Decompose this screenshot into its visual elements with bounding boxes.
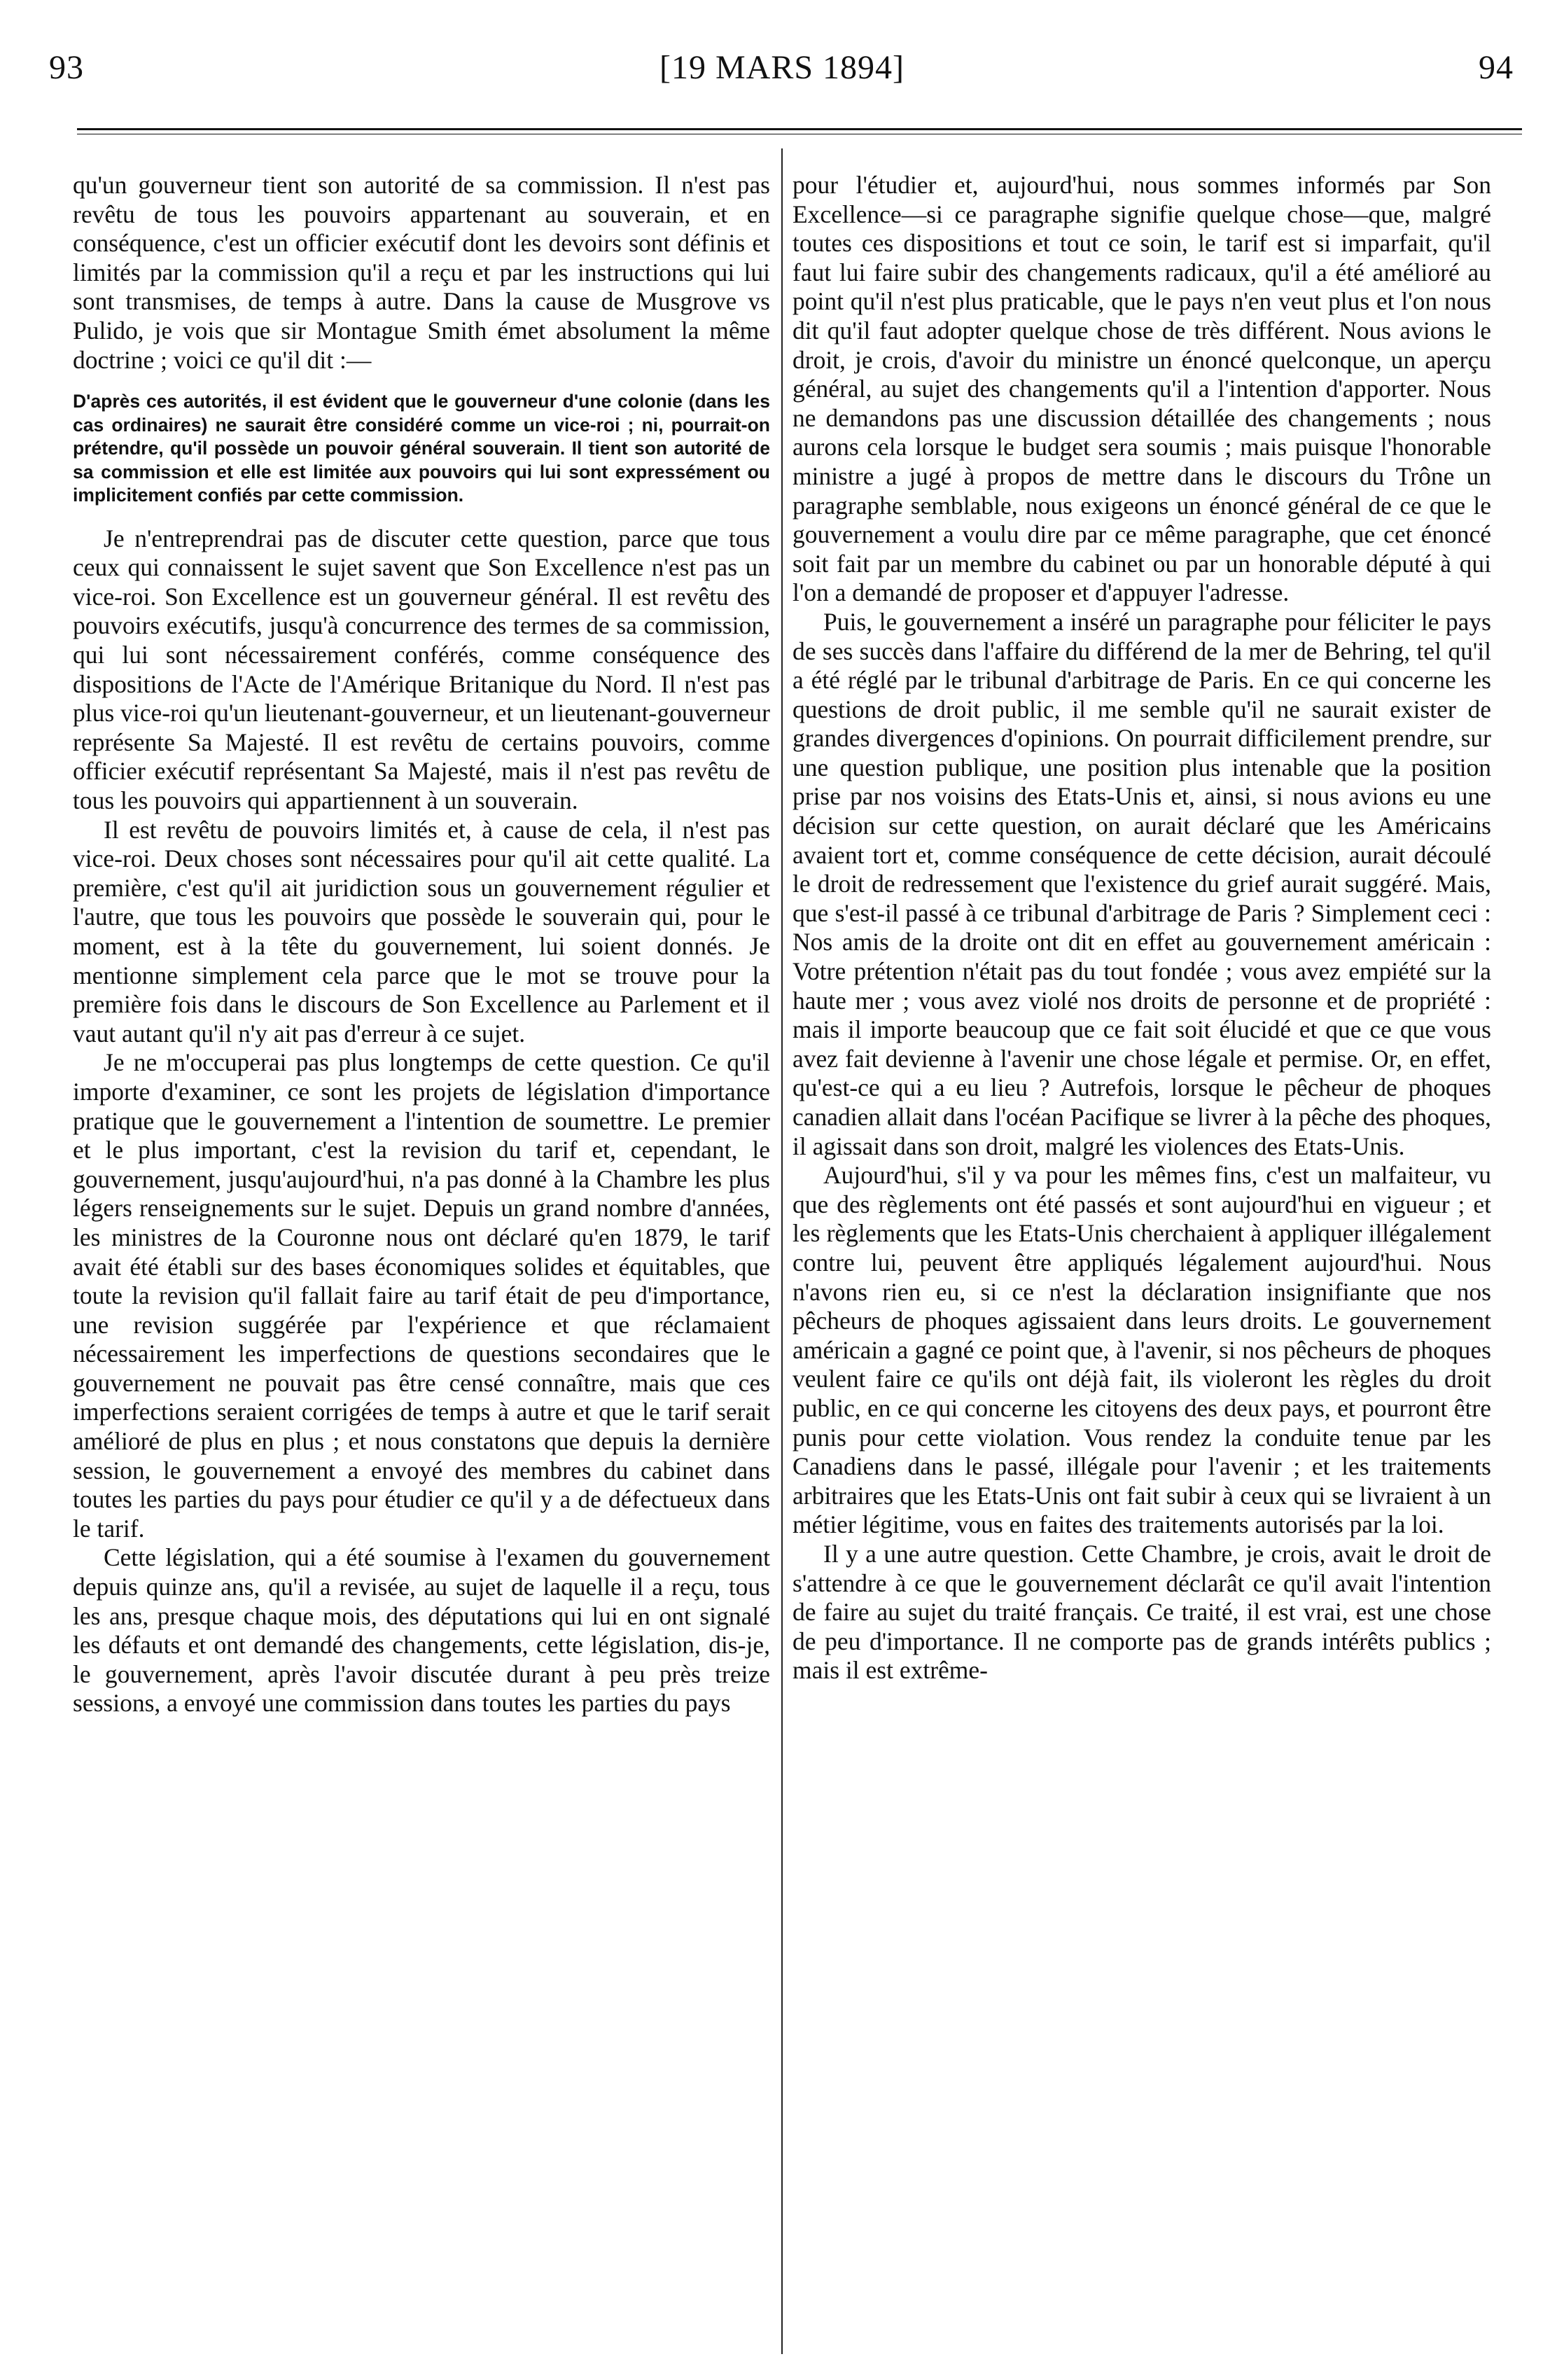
page-date: [19 MARS 1894] <box>659 49 905 86</box>
left-paragraph-3: Il est revêtu de pouvoirs limités et, à cause de cela, il n'est pas vice-roi. Deux choses sont nécessaires pour qu'il ait cette qualité. La première, c'est qu'il ait juridiction sous un gouvernement régulier et l'autre, que tous les pouvoirs que possède le souverain qui, pour le moment, est à la tête du gouvernement, lui soient donnés. Je mentionne simplement cela parce que le mot se trouve pour la première fois dans le discours de Son Excellence au Parlement et il vaut autant qu'il n'y ait pas d'erreur à ce sujet. <box>73 815 770 1048</box>
left-column <box>73 171 770 1718</box>
header-rule-thick <box>77 128 1522 130</box>
left-page-number: 93 <box>49 49 84 86</box>
column-divider <box>781 148 783 2354</box>
right-paragraph-4: Il y a une autre question. Cette Chambre, je crois, avait le droit de s'attendre à ce que le gouvernement déclarât ce qu'il avait l'intention de faire au sujet du traité français. Ce traité, il est vrai, est une chose de peu d'importance. Il ne comporte pas de grands intérêts publics ; mais il est extrême- <box>793 1539 1491 1685</box>
right-paragraph-1: pour l'étudier et, aujourd'hui, nous sommes informés par Son Excellence—si ce paragraphe signifie quelque chose—que, malgré toutes ces dispositions et tout ce soin, le tarif est si imparfait, qu'il faut lui faire subir des changements radicaux, qu'il a été amélioré au point qu'il n'est plus praticable, que le pays n'en veut plus et l'on nous dit qu'il faut adopter quelque chose de très différent. Nous avions le droit, je crois, d'avoir du ministre un énoncé quelconque, un aperçu général, au sujet des changements qu'il a l'intention d'apporter. Nous ne demandons pas une discussion détaillée des changements ; nous aurons cela lorsque le budget sera soumis ; mais puisque l'honorable ministre a jugé à propos de mettre dans le discours du Trône un paragraphe semblable, nous exigeons un énoncé général de ce que le gouvernement a voulu dire par ce même paragraphe, que cet énoncé soit fait par un membre du cabinet ou par un honorable député à qui l'on a demandé de proposer et d'appuyer l'adresse. <box>793 171 1491 607</box>
page-header <box>42 43 1522 92</box>
right-page-number: 94 <box>1479 49 1514 86</box>
left-paragraph-4: Je ne m'occuperai pas plus longtemps de cette question. Ce qu'il importe d'examiner, ce sont les projets de législation d'importance pratique que le gouvernement a l'intention de soumettre. Le premier et le plus important, c'est la revision du tarif et, cependant, le gouvernement, jusqu'aujourd'hui, n'a pas donné à la Chambre les plus légers renseignements sur le sujet. Depuis un grand nombre d'années, les ministres de la Couronne nous ont déclaré qu'en 1879, le tarif avait été établi sur des bases économiques solides et équitables, que toute la revision qu'il fallait faire au tarif était de peu d'importance, une revision suggérée par l'expérience et que réclamaient nécessairement les imperfections de questions secondaires que le gouvernement ne pouvait pas être censé connaître, mais que ces imperfections seraient corrigées de temps à autre et que le tarif serait amélioré de plus en plus ; et nous constatons que depuis la dernière session, le gouvernement a envoyé des membres du cabinet dans toutes les parties du pays pour étudier ce qu'il y a de défectueux dans le tarif. <box>73 1048 770 1543</box>
right-column <box>793 171 1491 1685</box>
right-paragraph-2: Puis, le gouvernement a inséré un paragraphe pour féliciter le pays de ses succès dans l'affaire du différend de la mer de Behring, tel qu'il a été réglé par le tribunal d'arbitrage de Paris. En ce qui concerne les questions de droit public, il me semble qu'il ne saurait exister de grandes divergences d'opinions. On pourrait difficilement prendre, sur une question publique, une position plus intenable que la position prise par nos voisins des Etats-Unis et, ainsi, si nous avions eu une décision sur cette question, on aurait déclaré que les Américains avaient tort et, comme conséquence de cette décision, aurait découlé le droit de redressement que l'existence du grief aurait suggéré. Mais, que s'est-il passé à ce tribunal d'arbitrage de Paris ? Simplement ceci : Nos amis de la droite ont dit en effet au gouvernement américain : Votre prétention n'était pas du tout fondée ; vous avez empiété sur la haute mer ; vous avez violé nos droits de personne et de propriété : mais il importe beaucoup que ce fait soit élucidé et que ce que vous avez fait devienne à l'avenir une chose légale et permise. Or, en effet, qu'est-ce qui a eu lieu ? Autrefois, lorsque le pêcheur de phoques canadien allait dans l'océan Pacifique se livrer à la pêche des phoques, il agissait dans son droit, malgré les violences des Etats-Unis. <box>793 607 1492 1160</box>
left-paragraph-5: Cette législation, qui a été soumise à l'examen du gouvernement depuis quinze ans, qu'il a revisée, au sujet de laquelle il a reçu, tous les ans, presque chaque mois, des députations qui lui en ont signalé les défauts et ont demandé des changements, cette législation, dis-je, le gouvernement, après l'avoir discutée durant à peu près treize sessions, a envoyé une commission dans toutes les parties du pays <box>73 1543 770 1718</box>
left-paragraph-1: qu'un gouverneur tient son autorité de sa commission. Il n'est pas revêtu de tous les pouvoirs appartenant au souverain, et en conséquence, c'est un officier exécutif dont les devoirs sont définis et limités par la commission qu'il a reçu et par les instructions qui lui sont transmises, de temps à autre. Dans la cause de Musgrove vs Pulido, je vois que sir Montague Smith émet absolument la même doctrine ; voici ce qu'il dit :— <box>73 171 770 374</box>
right-paragraph-3: Aujourd'hui, s'il y va pour les mêmes fins, c'est un malfaiteur, vu que des règlements ont été passés et sont aujourd'hui en vigueur ; et les règlements que les Etats-Unis cherchaient à appliquer illégalement contre lui, peuvent être appliqués légalement aujourd'hui. Nous n'avons rien eu, si ce n'est la déclaration insignifiante que nos pêcheurs de phoques agissaient dans leurs droits. Le gouvernement américain a gagné ce point que, à l'avenir, si nos pêcheurs de phoques veulent faire ce qu'ils ont déjà fait, ils violeront les règles du droit public, en ce qui concerne les citoyens des deux pays, et pourront être punis pour cette violation. Vous rendez la conduite tenue par les Canadiens dans le passé, illégale pour l'avenir ; et les traitements arbitraires que les Etats-Unis ont fait subir à ceux qui se livraient à un métier légitime, vous en faites des traitements autorisés par la loi. <box>793 1161 1491 1539</box>
left-paragraph-2: Je n'entreprendrai pas de discuter cette question, parce que tous ceux qui connaissent le sujet savent que Son Excellence n'est pas un vice-roi. Son Excellence est un gouverneur général. Il est revêtu des pouvoirs exécutifs, jusqu'à concurrence des termes de sa commission, qui lui sont nécessairement conférés, comme conséquence des dispositions de l'Acte de l'Amérique Britanique du Nord. Il n'est pas plus vice-roi qu'un lieutenant-gouverneur, et un lieutenant-gouverneur représente Sa Majesté. Il est revêtu de certains pouvoirs, comme officier exécutif représentant Sa Majesté, mais il n'est pas revêtu de tous les pouvoirs qui appartiennent à un souverain. <box>73 524 770 814</box>
block-quote: D'après ces autorités, il est évident que le gouverneur d'une colonie (dans les cas ordinaires) ne saurait être considéré comme un vice-roi ; ni, pourrait-on prétendre, qu'il possède un pouvoir général souverain. Il tient son autorité de sa commission et elle est limitée aux pouvoirs qui lui sont expressément ou implicitement confiés par cette commission. <box>73 391 770 506</box>
